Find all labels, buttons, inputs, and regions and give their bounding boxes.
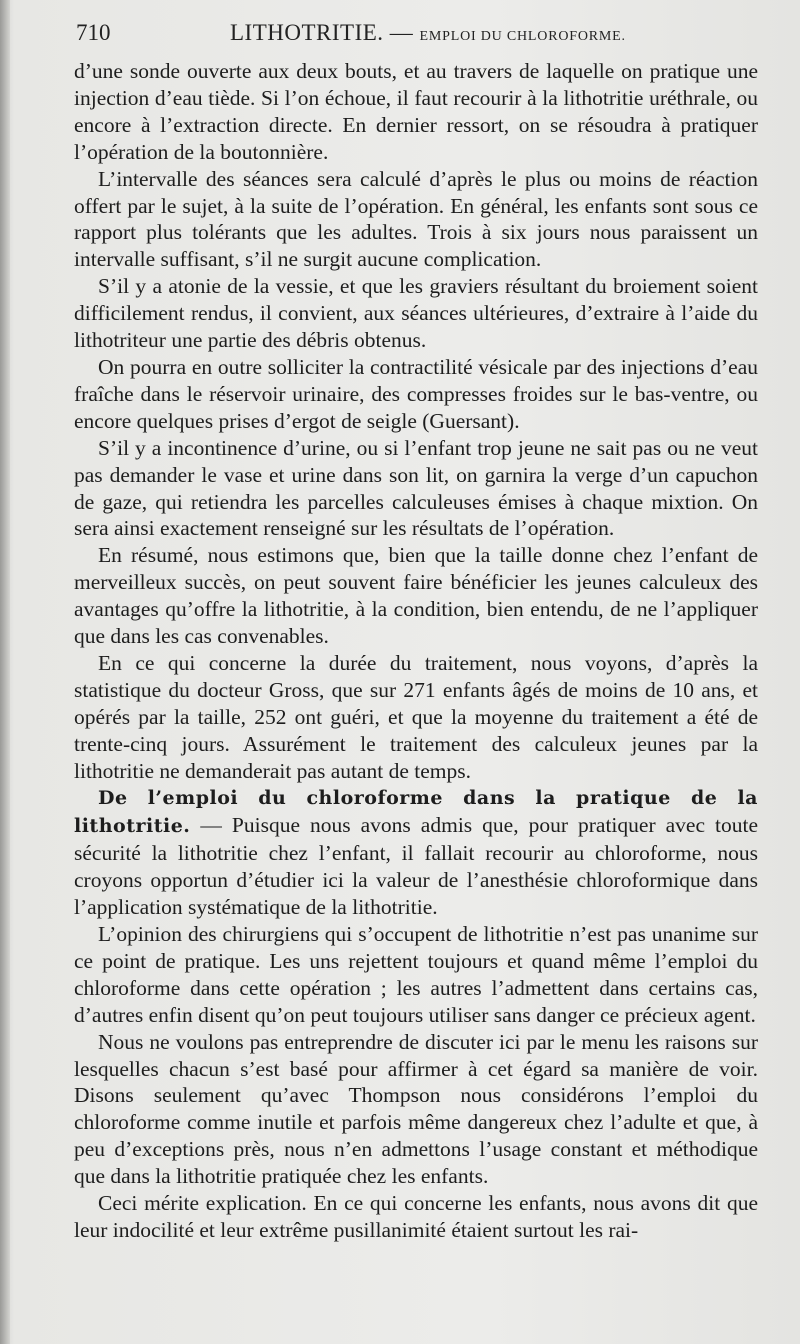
paragraph: Ceci mérite explication. En ce qui concerne les enfants, nous avons dit que leur indocilité et leur extrême pusillanimité étaient surtout les rai- (74, 1191, 758, 1242)
section-paragraph (74, 784, 758, 921)
page-spine-shadow (0, 0, 10, 1344)
running-title-dash: — (383, 20, 420, 45)
paragraph: S’il y a incontinence d’urine, ou si l’enfant trop jeune ne sait pas ou ne veut pas demander le vase et urine dans son lit, on garnira la verge d’un capuchon de gaze, qui retiendra les parcelles calculeuses émises à chaque mixtion. On sera ainsi exactement renseigné sur les résultats de l’opération. (74, 435, 758, 541)
paragraph: En résumé, nous estimons que, bien que la taille donne chez l’enfant de merveilleux succès, on peut souvent faire bénéficier les jeunes calculeux des avantages qu’offre la lithotritie, à la condition, bien entendu, de ne l’appliquer que dans les cas convenables. (74, 543, 758, 649)
paragraph: d’une sonde ouverte aux deux bouts, et au travers de laquelle on pratique une injection d’eau tiède. Si l’on échoue, il faut recourir à la lithotritie uréthrale, ou encore à l’extraction directe. En dernier ressort, on se résoudra à pratiquer l’opération de la boutonnière. (74, 59, 758, 164)
section-paragraph-text: — Puisque nous avons admis que, pour pratiquer avec toute sécurité la lithotritie chez l’enfant, il fallait recourir au chloroforme, nous croyons opportun d’étudier ici la valeur de l’anesthésie chloroformique dans l’application systématique de la lithotritie. (74, 813, 758, 920)
section-heading: De l’emploi du chloroforme dans la pratique de la lithotritie. (74, 787, 758, 838)
running-header (76, 20, 756, 48)
paragraph: L’opinion des chirurgiens qui s’occupent de lithotritie n’est pas unanime sur ce point de pratique. Les uns rejettent toujours et quand même l’emploi du chloroforme dans cette opération ; les autres l’admettent dans certains cas, d’autres enfin disent qu’on peut toujours utiliser sans danger ce précieux agent. (74, 922, 758, 1027)
paragraph: On pourra en outre solliciter la contractilité vésicale par des injections d’eau fraîche dans le réservoir urinaire, des compresses froides sur le bas-ventre, ou encore quelques prises d’ergot de seigle (Guersant). (74, 354, 758, 433)
running-title-main: LITHOTRITIE. (230, 20, 384, 45)
paragraph: S’il y a atonie de la vessie, et que les graviers résultant du broiement soient difficilement rendus, il convient, aux séances ultérieures, d’extraire à l’aide du lithotriteur une partie des débris obtenus. (74, 274, 758, 353)
paragraph: En ce qui concerne la durée du traitement, nous voyons, d’après la statistique du docteur Gross, que sur 271 enfants âgés de moins de 10 ans, et opérés par la taille, 252 ont guéri, et que la moyenne du traitement a été de trente-cinq jours. Assurément le traitement des calculeux jeunes par la lithotritie ne demanderait pas autant de temps. (74, 650, 758, 783)
body-text (74, 58, 758, 1244)
running-title-sub: EMPLOI DU CHLOROFORME. (419, 29, 626, 44)
page-number: 710 (76, 20, 111, 45)
running-title (230, 20, 626, 46)
paragraph: Nous ne voulons pas entreprendre de discuter ici par le menu les raisons sur lesquelles chacun s’est basé pour affirmer à cet égard sa manière de voir. Disons seulement qu’avec Thompson nous considérons l’emploi du chloroforme comme inutile et parfois même dangereux chez l’adulte et que, à peu d’exceptions près, nous n’en admettons l’usage constant et méthodique que dans la lithotritie pratiquée chez les enfants. (74, 1029, 758, 1189)
paragraph: L’intervalle des séances sera calculé d’après le plus ou moins de réaction offert par le sujet, à la suite de l’opération. En général, les enfants sont sous ce rapport plus tolérants que les adultes. Trois à six jours nous paraissent un intervalle suffisant, s’il ne surgit aucune complication. (74, 166, 758, 272)
